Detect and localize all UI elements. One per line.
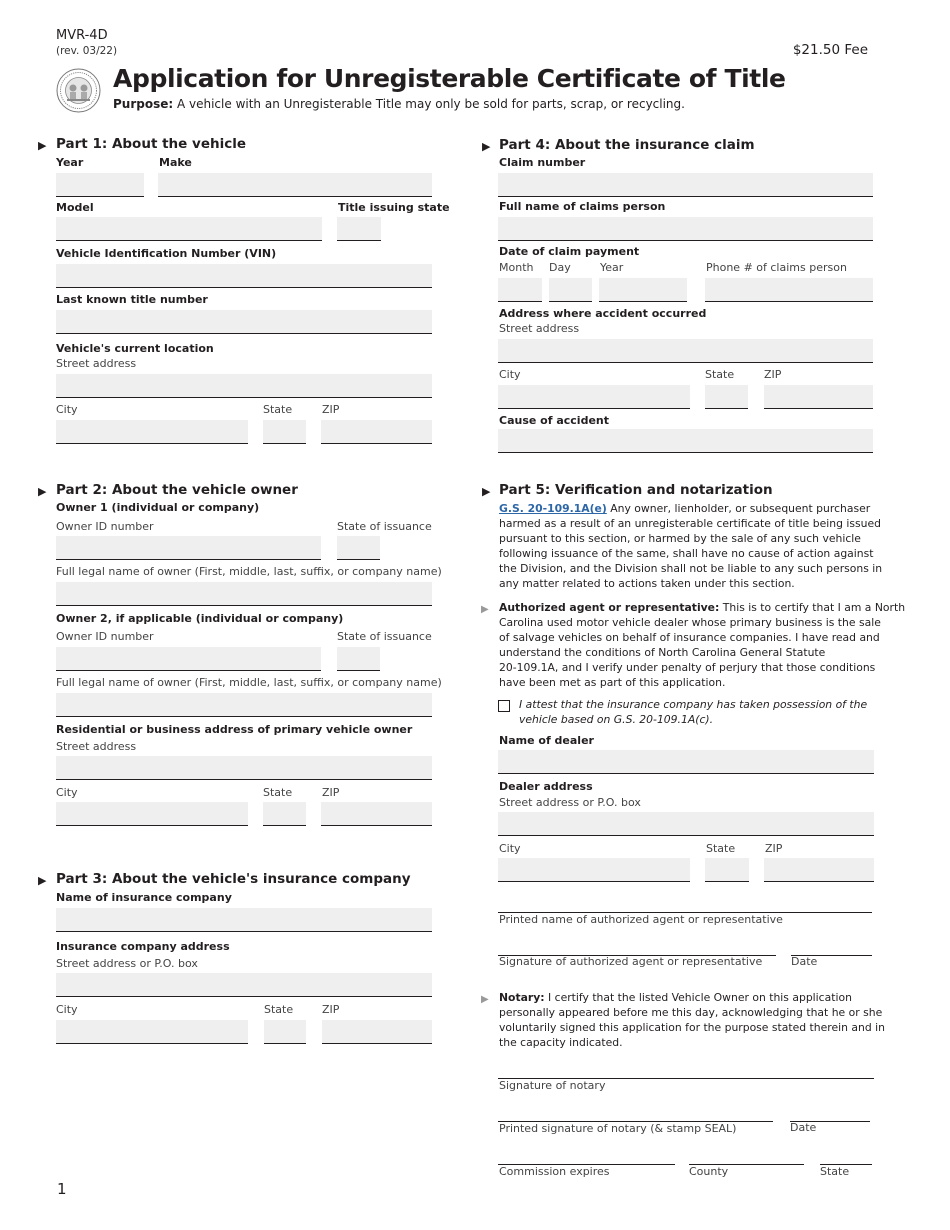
county-label: County [689, 1165, 729, 1178]
accident-city-field[interactable] [498, 385, 690, 409]
owner1-id-label: Owner ID number [56, 520, 154, 533]
owner1-id-field[interactable] [56, 536, 321, 560]
purpose-label: Purpose: [113, 97, 174, 111]
nc-state-seal-icon [56, 68, 101, 113]
owner-city-field[interactable] [56, 802, 248, 826]
insurance-street-label: Street address or P.O. box [56, 957, 198, 970]
insurance-zip-field[interactable] [322, 1020, 432, 1044]
owner-city-label: City [56, 786, 78, 799]
owner-street-field[interactable] [56, 756, 432, 780]
fee-label: $21.50 Fee [792, 42, 868, 58]
accident-city-label: City [499, 368, 521, 381]
part2-arrow-icon: ▶ [38, 485, 47, 498]
dealer-address-label: Dealer address [499, 780, 593, 793]
day-label: Day [549, 261, 571, 274]
owner-zip-field[interactable] [321, 802, 432, 826]
page-number: 1 [57, 1180, 67, 1198]
vin-field[interactable] [56, 264, 432, 288]
phone-label: Phone # of claims person [706, 261, 847, 274]
part5-arrow-icon: ▶ [482, 485, 491, 498]
dealer-name-field[interactable] [498, 750, 874, 774]
location-street-field[interactable] [56, 374, 432, 398]
cause-field[interactable] [498, 429, 873, 453]
accident-zip-field[interactable] [764, 385, 873, 409]
insurance-zip-label: ZIP [322, 1003, 340, 1016]
part1-heading: Part 1: About the vehicle [56, 136, 246, 152]
location-city-label: City [56, 403, 78, 416]
owner-street-label: Street address [56, 740, 137, 753]
payment-month-field[interactable] [498, 278, 542, 302]
claims-phone-field[interactable] [705, 278, 873, 302]
revision-date: (rev. 03/22) [56, 45, 118, 57]
commission-label: Commission expires [499, 1165, 610, 1178]
location-state-label: State [263, 403, 293, 416]
model-label: Model [56, 201, 94, 214]
location-label: Vehicle's current location [56, 342, 214, 355]
form-number: MVR-4D [56, 28, 108, 43]
owner-address-label: Residential or business address of primary vehicle owner [56, 723, 413, 736]
owner1-state-field[interactable] [337, 536, 380, 560]
insurance-city-field[interactable] [56, 1020, 248, 1044]
owner1-state-label: State of issuance [337, 520, 432, 533]
location-state-field[interactable] [263, 420, 306, 444]
purpose-line [113, 97, 685, 111]
part3-arrow-icon: ▶ [38, 874, 47, 887]
owner-state-field[interactable] [263, 802, 306, 826]
accident-address-label: Address where accident occurred [499, 307, 707, 320]
location-city-field[interactable] [56, 420, 248, 444]
agent-paragraph: Authorized agent or representative: This is to certify that I am a North Carolina used motor vehicle dealer whose primary business is the sale of salvage vehicles on behalf of insurance companies. I have read and understand the conditions of North Carolina General Statute 20-109.1A, and I verify under penalty of perjury that those conditions have been met as part of this application. [499, 601, 906, 689]
statute-link[interactable]: G.S. 20-109.1A(e) [499, 502, 607, 515]
location-street-label: Street address [56, 357, 137, 370]
date-payment-label: Date of claim payment [499, 245, 640, 258]
owner1-name-field[interactable] [56, 582, 432, 606]
claim-number-field[interactable] [498, 173, 873, 197]
last-title-number-field[interactable] [56, 310, 432, 334]
insurance-city-label: City [56, 1003, 78, 1016]
payment-day-field[interactable] [549, 278, 592, 302]
owner2-id-label: Owner ID number [56, 630, 154, 643]
accident-state-field[interactable] [705, 385, 748, 409]
owner1-name-label: Full legal name of owner (First, middle, last, suffix, or company name) [56, 565, 442, 578]
location-zip-label: ZIP [322, 403, 340, 416]
part4-arrow-icon: ▶ [482, 140, 491, 153]
part3-heading: Part 3: About the vehicle's insurance company [56, 871, 411, 887]
statute-paragraph: G.S. 20-109.1A(e) Any owner, lienholder, or subsequent purchaser harmed as a result of an unregisterable certificate of title being issued pursuant to this section, or harmed by the sale of any such vehicle following issuance of the same, shall have no cause of action against the Division, and the Division shall not be liable to any such persons in any matter related to actions taken under this section. [499, 502, 883, 590]
insurance-state-label: State [264, 1003, 294, 1016]
last-title-label: Last known title number [56, 293, 208, 306]
vehicle-make-field[interactable] [158, 173, 432, 197]
dealer-street-field[interactable] [498, 812, 874, 836]
dealer-street-label: Street address or P.O. box [499, 796, 641, 809]
dealer-zip-label: ZIP [765, 842, 783, 855]
claims-person-label: Full name of claims person [499, 200, 666, 213]
owner2-label: Owner 2, if applicable (individual or company) [56, 612, 344, 625]
attest-text: I attest that the insurance company has taken possession of the vehicle based on G.S. 20-109.1A(c). [519, 698, 868, 726]
owner2-id-field[interactable] [56, 647, 321, 671]
agent-signature-label: Signature of authorized agent or representative [499, 955, 763, 968]
part2-heading: Part 2: About the vehicle owner [56, 482, 298, 498]
dealer-zip-field[interactable] [764, 858, 874, 882]
insurance-name-field[interactable] [56, 908, 432, 932]
owner1-label: Owner 1 (individual or company) [56, 501, 260, 514]
owner2-name-label: Full legal name of owner (First, middle, last, suffix, or company name) [56, 676, 442, 689]
owner2-name-field[interactable] [56, 693, 432, 717]
vin-label: Vehicle Identification Number (VIN) [56, 247, 277, 260]
claim-number-label: Claim number [499, 156, 586, 169]
accident-street-label: Street address [499, 322, 580, 335]
payment-year-label: Year [600, 261, 624, 274]
dealer-state-label: State [706, 842, 736, 855]
owner-state-label: State [263, 786, 293, 799]
printed-notary-label: Printed signature of notary (& stamp SEAL) [499, 1122, 737, 1135]
printed-agent-label: Printed name of authorized agent or representative [499, 913, 783, 926]
dealer-state-field[interactable] [705, 858, 749, 882]
attest-checkbox[interactable] [498, 700, 510, 712]
owner2-state-label: State of issuance [337, 630, 432, 643]
notary-arrow-icon: ▶ [481, 994, 489, 1005]
year-label: Year [56, 156, 84, 169]
insurance-address-label: Insurance company address [56, 940, 230, 953]
dealer-city-label: City [499, 842, 521, 855]
dealer-city-field[interactable] [498, 858, 690, 882]
location-zip-field[interactable] [321, 420, 432, 444]
title-issuing-state-field[interactable] [337, 217, 381, 241]
vehicle-model-field[interactable] [56, 217, 322, 241]
claims-person-field[interactable] [498, 217, 873, 241]
cause-label: Cause of accident [499, 414, 609, 427]
insurance-state-field[interactable] [264, 1020, 306, 1044]
accident-state-label: State [705, 368, 735, 381]
title-state-label: Title issuing state [338, 201, 450, 214]
vehicle-year-field[interactable] [56, 173, 144, 197]
make-label: Make [159, 156, 192, 169]
payment-year-field[interactable] [599, 278, 687, 302]
agent-arrow-icon: ▶ [481, 604, 489, 615]
month-label: Month [499, 261, 534, 274]
insurance-street-field[interactable] [56, 973, 432, 997]
notary-signature-label: Signature of notary [499, 1079, 606, 1092]
purpose-text: A vehicle with an Unregisterable Title may only be sold for parts, scrap, or recycling. [173, 97, 685, 111]
agent-date-label: Date [791, 955, 818, 968]
dealer-name-label: Name of dealer [499, 734, 594, 747]
part4-heading: Part 4: About the insurance claim [499, 137, 755, 153]
notary-paragraph: Notary: I certify that the listed Vehicle Owner on this application personally appeared before me this day, acknowledging that he or she voluntarily signed this application for the purpose stated therein and in the capacity indicated. [499, 991, 885, 1049]
insurance-name-label: Name of insurance company [56, 891, 232, 904]
owner2-state-field[interactable] [337, 647, 380, 671]
notary-state-label: State [820, 1165, 850, 1178]
part5-heading: Part 5: Verification and notarization [499, 482, 773, 498]
page-title: Application for Unregisterable Certificate of Title [113, 64, 786, 93]
accident-zip-label: ZIP [764, 368, 782, 381]
owner-zip-label: ZIP [322, 786, 340, 799]
part1-arrow-icon: ▶ [38, 139, 47, 152]
notary-date-label: Date [790, 1121, 817, 1134]
accident-street-field[interactable] [498, 339, 873, 363]
